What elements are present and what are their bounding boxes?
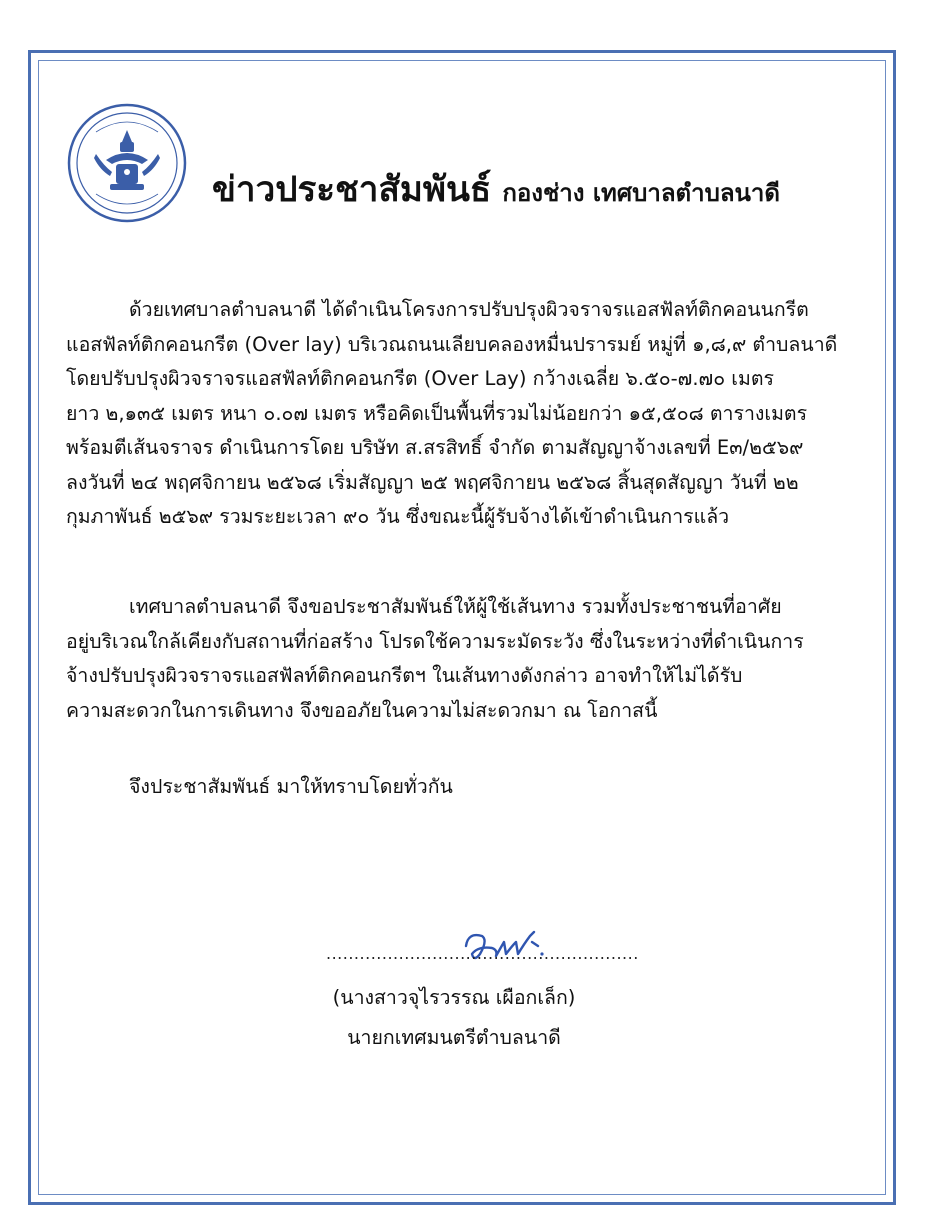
paragraph-line: อยู่บริเวณใกล้เคียงกับสถานที่ก่อสร้าง โปรดใช้ความระมัดระวัง ซึ่งในระหว่างที่ดำเนินการ [66,629,804,653]
municipality-seal-logo [66,102,188,224]
paragraph-line: ลงวันที่ ๒๔ พฤศจิกายน ๒๕๖๘ เริ่มสัญญา ๒๕ พฤศจิกายน ๒๕๖๘ สิ้นสุดสัญญา วันที่ ๒๒ [66,470,799,494]
paragraph-line: ยาว ๒,๑๓๕ เมตร หนา ๐.๐๗ เมตร หรือคิดเป็นพื้นที่รวมไม่น้อยกว่า ๑๕,๕๐๘ ตารางเมตร [66,401,808,425]
paragraph-closing [66,770,856,805]
title-department: กองช่าง เทศบาลตำบลนาดี [502,179,780,207]
signature-line: ........................................................ [326,944,639,963]
paragraph-line: จึงประชาสัมพันธ์ มาให้ทราบโดยทั่วกัน [129,775,453,798]
paragraph-line: ด้วยเทศบาลตำบลนาดี ได้ดำเนินโครงการปรับปรุงผิวจราจรแอสฟัลท์ติกคอนนกรีต [129,298,809,321]
page-title [212,162,780,217]
title-main: ข่าวประชาสัมพันธ์ [212,170,492,210]
paragraph-line: กุมภาพันธ์ ๒๕๖๙ รวมระยะเวลา ๙๐ วัน ซึ่งขณะนี้ผู้รับจ้างได้เข้าดำเนินการแล้ว [66,505,730,528]
signatory-position: นายกเทศมนตรีตำบลนาดี [347,1026,561,1049]
paragraph-line: ความสะดวกในการเดินทาง จึงขออภัยในความไม่สะดวกมา ณ โอกาสนี้ [66,698,658,722]
paragraph-line: โดยปรับปรุงผิวจราจรแอสฟัลท์ติกคอนกรีต (Over Lay) กว้างเฉลี่ย ๖.๕๐-๗.๗๐ เมตร [66,367,774,390]
paragraph-line: พร้อมตีเส้นจราจร ดำเนินการโดย บริษัท ส.สรสิทธิ์ จำกัด ตามสัญญาจ้างเลขที่ E๓/๒๕๖๙ [66,436,804,459]
paragraph-line: จ้างปรับปรุงผิวจราจรแอสฟัลท์ติกคอนกรีตฯ ในเส้นทางดังกล่าว อาจทำให้ไม่ได้รับ [66,664,743,687]
paragraph-public-notice [66,590,856,728]
paragraph-line: แอสฟัลท์ติกคอนกรีต (Over lay) บริเวณถนนเลียบคลองหมื่นปรารมย์ หมู่ที่ ๑,๘,๙ ตำบลนาดี [66,332,838,356]
paragraph-project-details [66,293,856,535]
paragraph-line: เทศบาลตำบลนาดี จึงขอประชาสัมพันธ์ให้ผู้ใช้เส้นทาง รวมทั้งประชาชนที่อาศัย [129,595,782,618]
signatory-name: (นางสาวจุไรวรรณ เผือกเล็ก) [332,986,576,1009]
